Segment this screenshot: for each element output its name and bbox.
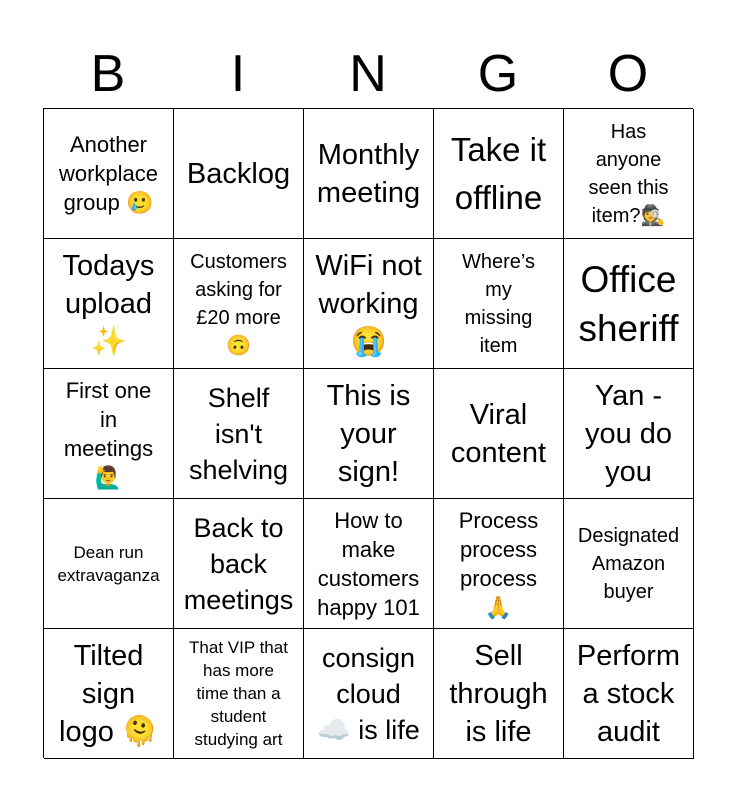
cell-text: Perform a stock audit: [576, 639, 681, 748]
cell-text: consign cloud ☁️ is life: [317, 642, 420, 745]
cell-text: Monthly meeting: [316, 138, 421, 209]
cell-text: Tilted sign logo 🫠: [59, 639, 158, 748]
bingo-cell[interactable]: [174, 109, 304, 239]
header-letter-b: B: [90, 45, 126, 103]
cell-text: Back to back meetings: [183, 512, 294, 615]
cell-text: How to make customers happy 101: [317, 507, 420, 620]
cell-text: This is your sign!: [326, 379, 411, 488]
cell-text: Sell through is life: [449, 639, 548, 748]
bingo-cell[interactable]: [304, 109, 434, 239]
cell-text: Yan - you do you: [584, 379, 673, 488]
bingo-cell[interactable]: [44, 499, 174, 629]
cell-text: That VIP that has more time than a student studying art: [189, 638, 288, 749]
bingo-cell[interactable]: [44, 239, 174, 369]
bingo-cell[interactable]: [304, 239, 434, 369]
cell-text: Has anyone seen this item?🕵️: [588, 120, 669, 227]
cell-text: Process process process 🙏: [458, 507, 539, 620]
cell-text: Take it offline: [450, 130, 547, 216]
cell-text: Dean run extravaganza: [57, 542, 160, 585]
bingo-cell[interactable]: [174, 629, 304, 759]
bingo-cell[interactable]: [304, 499, 434, 629]
header-letter-g: G: [477, 45, 519, 103]
cell-text: Backlog: [186, 157, 291, 190]
bingo-card: [43, 108, 693, 758]
bingo-cell[interactable]: [564, 369, 694, 499]
cell-text: Customers asking for £20 more 🙃: [190, 250, 287, 357]
bingo-cell[interactable]: [434, 499, 564, 629]
cell-text: Viral content: [450, 398, 547, 469]
cell-text: Office sheriff: [578, 258, 679, 349]
cell-text: Todays upload ✨: [62, 249, 155, 358]
header-letter-i: I: [230, 45, 246, 103]
bingo-cell[interactable]: [44, 109, 174, 239]
bingo-cell[interactable]: [174, 239, 304, 369]
bingo-cell[interactable]: [44, 629, 174, 759]
bingo-cell[interactable]: [434, 629, 564, 759]
cell-text: First one in meetings 🙋‍♂️: [63, 377, 154, 490]
cell-text: Where’s my missing item: [462, 250, 535, 357]
cell-text: Shelf isn't shelving: [188, 382, 289, 485]
bingo-cell[interactable]: [434, 369, 564, 499]
header-letter-n: N: [349, 45, 387, 103]
bingo-cell[interactable]: [564, 109, 694, 239]
cell-text: WiFi not working 😭: [315, 249, 422, 358]
bingo-cell[interactable]: [44, 369, 174, 499]
bingo-cell[interactable]: [174, 499, 304, 629]
bingo-cell[interactable]: [304, 369, 434, 499]
bingo-cell[interactable]: [174, 369, 304, 499]
bingo-cell[interactable]: [434, 239, 564, 369]
bingo-cell[interactable]: [564, 499, 694, 629]
header-letter-o: O: [607, 45, 649, 103]
cell-text: Designated Amazon buyer: [577, 524, 680, 603]
bingo-cell[interactable]: [564, 629, 694, 759]
bingo-cell[interactable]: [434, 109, 564, 239]
bingo-header: [43, 40, 693, 108]
cell-text: Another workplace group 🥲: [58, 132, 159, 215]
bingo-cell[interactable]: [304, 629, 434, 759]
bingo-cell[interactable]: [564, 239, 694, 369]
